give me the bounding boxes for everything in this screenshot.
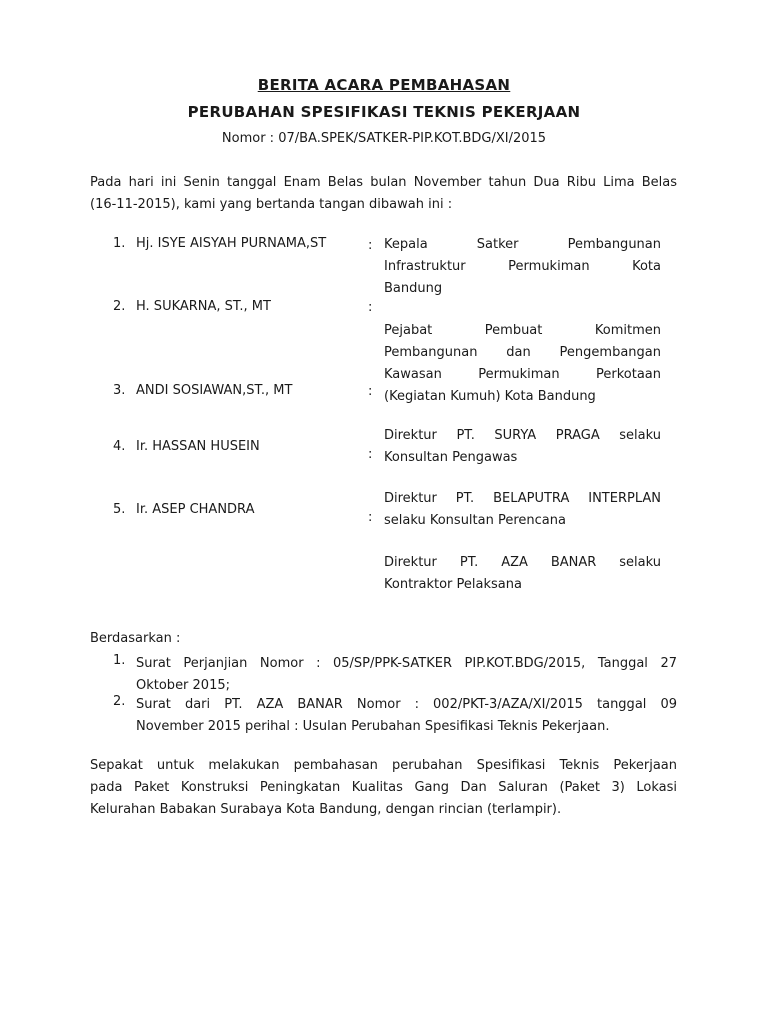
- colon-separator: :: [368, 384, 373, 399]
- person-number: 4.: [113, 439, 126, 454]
- role-block: [384, 234, 661, 300]
- title-line-2: PERUBAHAN SPESIFIKASI TEKNIS PEKERJAAN: [187, 103, 581, 121]
- basis-item: [136, 694, 677, 738]
- basis-number: 2.: [113, 694, 126, 709]
- basis-line: November 2015 perihal : Usulan Perubahan Spesifikasi Teknis Pekerjaan.: [136, 719, 610, 734]
- person-name: Hj. ISYE AISYAH PURNAMA,ST: [136, 236, 327, 251]
- role-line: Pembangunan dan Pengembangan: [384, 345, 661, 360]
- role-block: [384, 425, 661, 469]
- intro-line-2: (16-11-2015), kami yang bertanda tangan dibawah ini :: [90, 197, 453, 212]
- colon-separator: :: [368, 447, 373, 462]
- basis-line: Surat Perjanjian Nomor : 05/SP/PPK-SATKER PIP.KOT.BDG/2015, Tanggal 27: [136, 656, 677, 671]
- closing-line: Kelurahan Babakan Surabaya Kota Bandung, dengan rincian (terlampir).: [90, 802, 562, 817]
- role-line: Konsultan Pengawas: [384, 450, 518, 465]
- person-number: 3.: [113, 383, 126, 398]
- person-name: Ir. ASEP CHANDRA: [136, 502, 255, 517]
- colon-separator: :: [368, 238, 373, 253]
- role-block: [384, 552, 661, 596]
- basis-item: [136, 653, 677, 697]
- role-block: [384, 488, 661, 532]
- person-number: 1.: [113, 236, 126, 251]
- colon-separator: :: [368, 300, 373, 315]
- role-block: [384, 320, 661, 408]
- closing-paragraph: [90, 755, 677, 821]
- intro-line-1: Pada hari ini Senin tanggal Enam Belas bulan November tahun Dua Ribu Lima Belas: [90, 175, 677, 190]
- role-line: Kepala Satker Pembangunan: [384, 237, 661, 252]
- role-line: Direktur PT. AZA BANAR selaku: [384, 555, 661, 570]
- document-number: Nomor : 07/BA.SPEK/SATKER-PIP.KOT.BDG/XI/2015: [221, 131, 547, 146]
- role-line: Direktur PT. BELAPUTRA INTERPLAN: [384, 491, 661, 506]
- intro-paragraph: [90, 172, 677, 216]
- basis-line: Surat dari PT. AZA BANAR Nomor : 002/PKT-3/AZA/XI/2015 tanggal 09: [136, 697, 677, 712]
- closing-line: Sepakat untuk melakukan pembahasan perubahan Spesifikasi Teknis Pekerjaan: [90, 758, 677, 773]
- person-name: ANDI SOSIAWAN,ST., MT: [136, 383, 293, 398]
- role-line: Kontraktor Pelaksana: [384, 577, 522, 592]
- role-line: selaku Konsultan Perencana: [384, 513, 566, 528]
- person-number: 5.: [113, 502, 126, 517]
- role-line: Bandung: [384, 281, 443, 296]
- role-line: Direktur PT. SURYA PRAGA selaku: [384, 428, 661, 443]
- role-line: (Kegiatan Kumuh) Kota Bandung: [384, 389, 596, 404]
- role-line: Pejabat Pembuat Komitmen: [384, 323, 661, 338]
- basis-line: Oktober 2015;: [136, 678, 231, 693]
- role-line: Kawasan Permukiman Perkotaan: [384, 367, 661, 382]
- person-name: Ir. HASSAN HUSEIN: [136, 439, 260, 454]
- person-number: 2.: [113, 299, 126, 314]
- role-line: Infrastruktur Permukiman Kota: [384, 259, 661, 274]
- person-name: H. SUKARNA, ST., MT: [136, 299, 271, 314]
- closing-line: pada Paket Konstruksi Peningkatan Kualitas Gang Dan Saluran (Paket 3) Lokasi: [90, 780, 677, 795]
- basis-number: 1.: [113, 653, 126, 668]
- colon-separator: :: [368, 510, 373, 525]
- berdasarkan-label: Berdasarkan :: [90, 631, 181, 646]
- title-line-1: BERITA ACARA PEMBAHASAN: [257, 76, 511, 94]
